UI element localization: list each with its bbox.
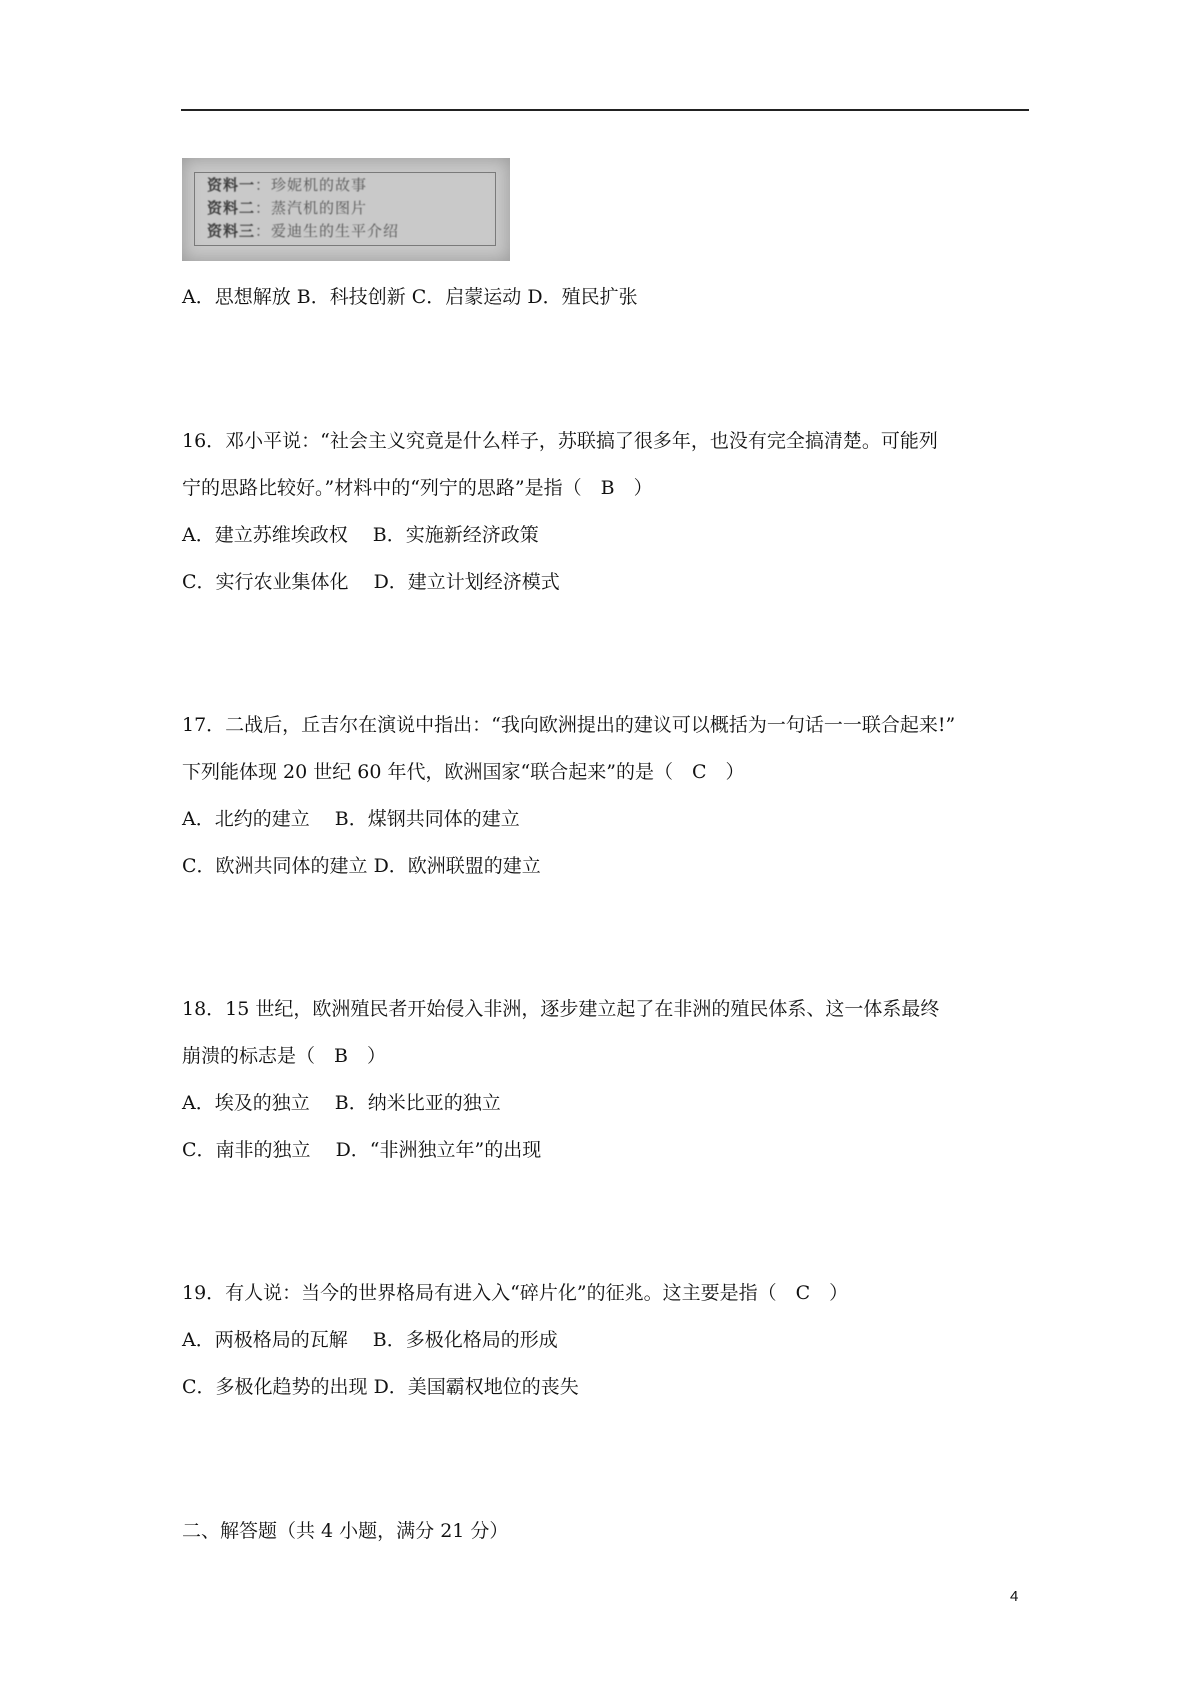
page-number: 4 xyxy=(1010,1588,1019,1605)
q17-stem-line-2: 下列能体现 20 世纪 60 年代，欧洲国家“联合起来”的是（ C ） xyxy=(182,761,745,783)
q15-options: A．思想解放 B．科技创新 C．启蒙运动 D．殖民扩张 xyxy=(182,286,638,308)
q18-options-line-1: A．埃及的独立 B．纳米比亚的独立 xyxy=(182,1092,501,1114)
q16-stem-line-2: 宁的思路比较好。”材料中的“列宁的思路”是指（ B ） xyxy=(182,477,653,499)
section-2-heading: 二、解答题（共 4 小题，满分 21 分） xyxy=(182,1520,509,1542)
q16-options-line-1: A．建立苏维埃政权 B．实施新经济政策 xyxy=(182,524,539,546)
q17-options-line-2: C．欧洲共同体的建立 D．欧洲联盟的建立 xyxy=(182,855,541,877)
scan-row-1: 资料一：珍妮机的故事 xyxy=(207,176,368,194)
q18-stem-line-2: 崩溃的标志是（ B ） xyxy=(182,1045,386,1067)
q17-stem-line-1: 17．二战后，丘吉尔在演说中指出：“我向欧洲提出的建议可以概括为一句话一一联合起来!” xyxy=(182,714,956,736)
q16-options-line-2: C．实行农业集体化 D．建立计划经济模式 xyxy=(182,571,560,593)
q18-stem-line-1: 18．15 世纪，欧洲殖民者开始侵入非洲，逐步建立起了在非洲的殖民体系、这一体系最终 xyxy=(182,998,940,1020)
scanned-material-frame xyxy=(194,172,496,246)
q19-stem-line-1: 19．有人说：当今的世界格局有进入入“碎片化”的征兆。这主要是指（ C ） xyxy=(182,1282,849,1304)
q17-options-line-1: A．北约的建立 B．煤钢共同体的建立 xyxy=(182,808,520,830)
q19-options-line-2: C．多极化趋势的出现 D．美国霸权地位的丧失 xyxy=(182,1376,579,1398)
scan-row-3: 资料三：爱迪生的生平介绍 xyxy=(207,222,400,240)
scanned-material-image xyxy=(182,158,510,261)
q16-stem-line-1: 16．邓小平说：“社会主义究竟是什么样子，苏联搞了很多年，也没有完全搞清楚。可能列 xyxy=(182,430,938,452)
q19-options-line-1: A．两极格局的瓦解 B．多极化格局的形成 xyxy=(182,1329,558,1351)
header-rule xyxy=(181,109,1029,111)
q18-options-line-2: C．南非的独立 D．“非洲独立年”的出现 xyxy=(182,1139,542,1161)
scan-row-2: 资料二：蒸汽机的图片 xyxy=(207,199,368,217)
